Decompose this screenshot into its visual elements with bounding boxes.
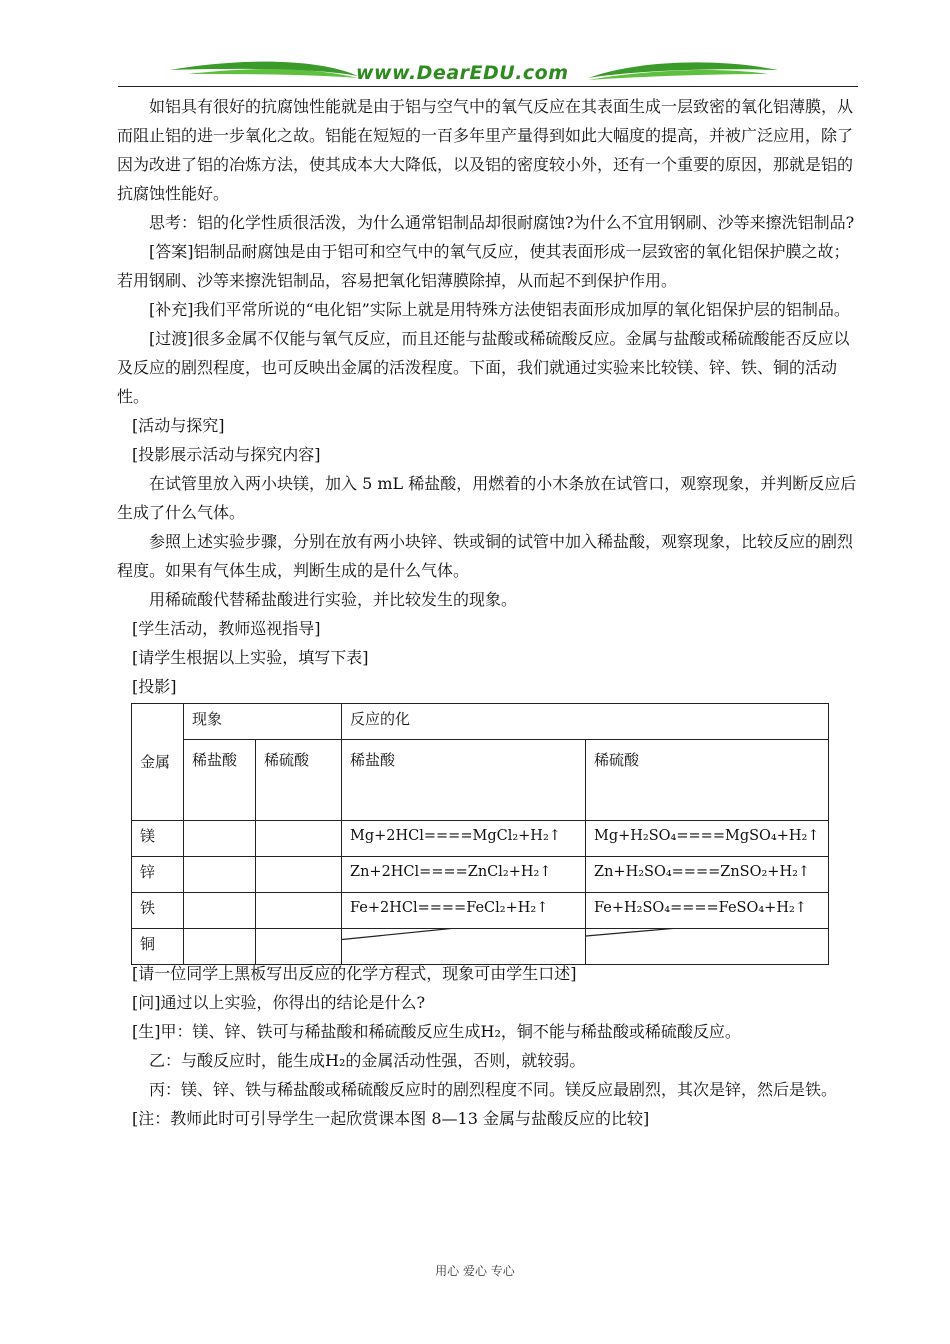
paragraph: [生]甲：镁、锌、铁可与稀盐酸和稀硫酸反应生成H₂，铜不能与稀盐酸或稀硫酸反应。 [132,1022,741,1041]
table-subheader-h2so4-eq: 稀硫酸 [586,740,829,821]
strike-line [342,929,585,964]
table-subheader-hcl: 稀盐酸 [184,740,256,821]
paragraph: [投影] [132,677,177,696]
equation-hcl: Mg+2HCl====MgCl₂+H₂↑ [342,821,586,857]
paragraph: [问]通过以上实验，你得出的结论是什么? [132,993,426,1012]
paragraph: 在试管里放入两小块镁，加入 5 mL 稀盐酸，用燃着的小木条放在试管口，观察现象，并判断反应后生成了什么气体。 [117,474,857,522]
no-reaction-cell [586,929,829,965]
paragraph: [答案]铝制品耐腐蚀是由于铝可和空气中的氧气反应，使其表面形成一层致密的氧化铝保护膜之故；若用钢刷、沙等来擦洗铝制品，容易把氧化铝薄膜除掉，从而起不到保护作用。 [117,242,850,290]
empty-cell [184,893,256,929]
equation-h2so4: Mg+H₂SO₄====MgSO₄+H₂↑ [586,821,829,857]
no-reaction-cell [342,929,586,965]
empty-cell [184,857,256,893]
metal-cell: 铁 [132,893,184,929]
table-subheader-h2so4: 稀硫酸 [256,740,342,821]
paragraph: 如铝具有很好的抗腐蚀性能就是由于铝与空气中的氧气反应在其表面生成一层致密的氧化铝薄膜，从而阻止铝的进一步氧化之故。铝能在短短的一百多年里产量得到如此大幅度的提高，并被广泛应用，除了因为改进了铝的冶炼方法，使其成本大大降低，以及铝的密度较小外，还有一个重要的原因，那就是铝的抗腐蚀性能好。 [117,97,854,203]
paragraph: 用稀硫酸代替稀盐酸进行实验，并比较发生的现象。 [149,590,518,609]
metal-cell: 铜 [132,929,184,965]
table-row [132,857,829,893]
paragraph: [投影展示活动与探究内容] [132,445,321,464]
paragraph: [活动与探究] [132,416,225,435]
paragraph: [学生活动，教师巡视指导] [132,619,321,638]
reaction-table [131,703,829,965]
paragraph: [注：教师此时可引导学生一起欣赏课本图 8—13 金属与盐酸反应的比较] [132,1109,650,1128]
paragraph: [补充]我们平常所说的“电化铝”实际上就是用特殊方法使铝表面形成加厚的氧化铝保护层的铝制品。 [149,300,850,319]
header-divider [118,86,858,87]
page-footer: 用心 爱心 专心 [435,1264,515,1278]
equation-hcl: Fe+2HCl====FeCl₂+H₂↑ [342,893,586,929]
strike-line [586,929,828,964]
equation-hcl: Zn+2HCl====ZnCl₂+H₂↑ [342,857,586,893]
equation-h2so4: Zn+H₂SO₄====ZnSO₂+H₂↑ [586,857,829,893]
table-header-phenomenon: 现象 [184,704,342,740]
paragraph: 参照上述实验步骤，分别在放有两小块锌、铁或铜的试管中加入稀盐酸，观察现象，比较反应的剧烈程度。如果有气体生成，判断生成的是什么气体。 [117,532,854,580]
document-body [117,92,859,1133]
paragraph: 思考：铝的化学性质很活泼，为什么通常铝制品却很耐腐蚀?为什么不宜用钢刷、沙等来擦洗铝制品? [149,213,855,232]
right-swoosh [588,62,778,78]
equation-h2so4: Fe+H₂SO₄====FeSO₄+H₂↑ [586,893,829,929]
table-subheader-hcl-eq: 稀盐酸 [342,740,586,821]
paragraph: [请一位同学上黑板写出反应的化学方程式，现象可由学生口述] [132,964,577,983]
paragraph: 乙：与酸反应时，能生成H₂的金属活动性强，否则，就较弱。 [149,1051,586,1070]
paragraph: [请学生根据以上实验，填写下表] [132,648,369,667]
metal-cell: 锌 [132,857,184,893]
empty-cell [184,821,256,857]
table-header-metal: 金属 [132,704,184,821]
table-header-reaction: 反应的化 [342,704,829,740]
metal-cell: 镁 [132,821,184,857]
empty-cell [256,893,342,929]
empty-cell [256,821,342,857]
empty-cell [256,857,342,893]
table-row [132,821,829,857]
paragraph: [过渡]很多金属不仅能与氧气反应，而且还能与盐酸或稀硫酸反应。金属与盐酸或稀硫酸能否反应以及反应的剧烈程度，也可反映出金属的活泼程度。下面，我们就通过实验来比较镁、锌、铁、铜的活动性。 [117,329,850,406]
brand-logo-text[interactable]: www.DearEDU.com [356,62,569,84]
table-row [132,893,829,929]
paragraph: 丙：镁、锌、铁与稀盐酸或稀硫酸反应时的剧烈程度不同。镁反应最剧烈，其次是锌，然后是铁。 [149,1080,838,1099]
